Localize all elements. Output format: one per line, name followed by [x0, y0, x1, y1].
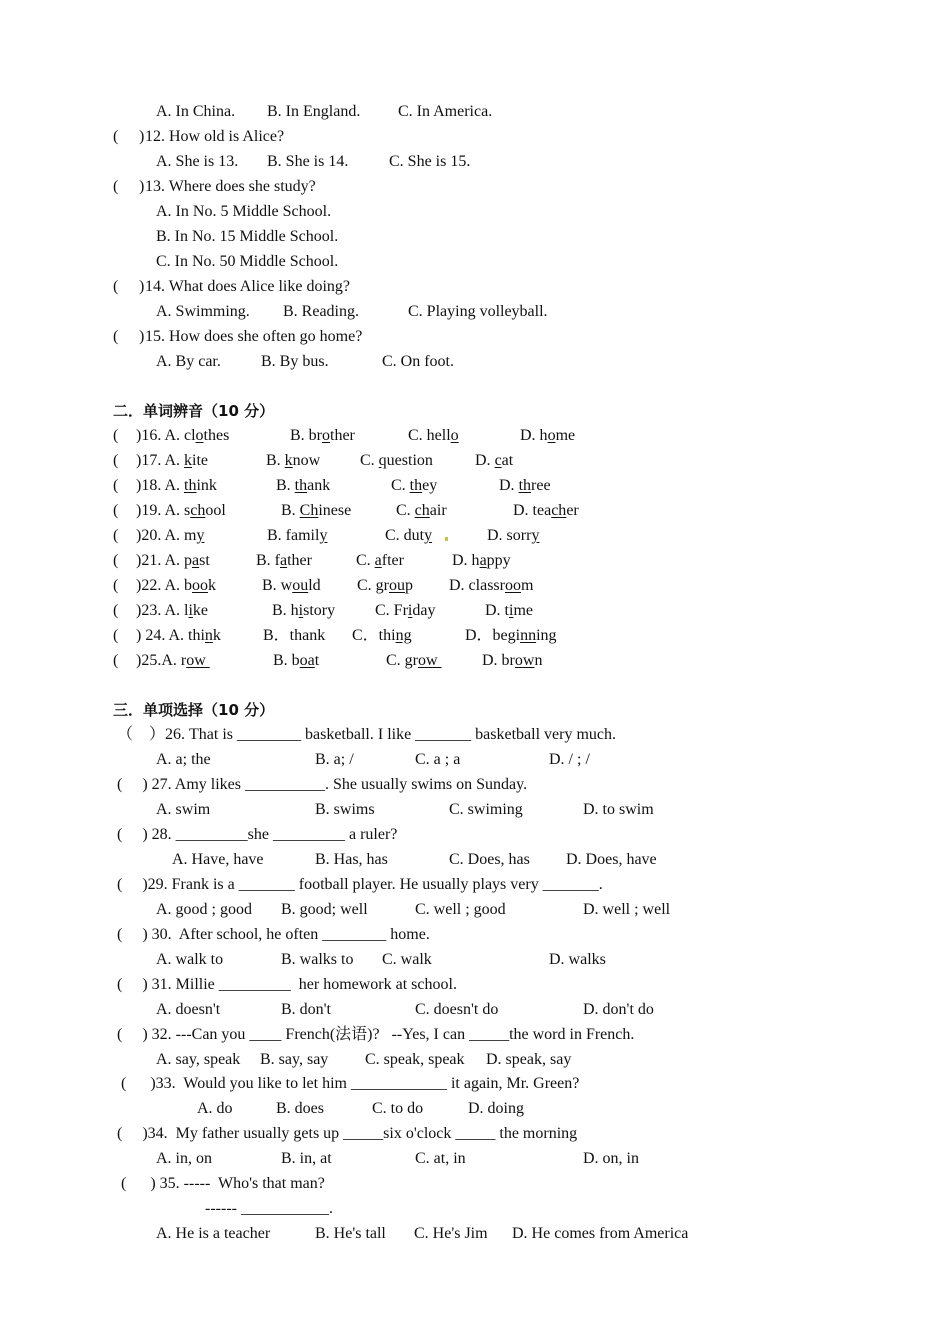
q28-option-a: A. Have, have	[172, 851, 264, 868]
phonics-number: )18. A.	[136, 477, 184, 494]
phonics-option-d: D. three	[499, 477, 551, 494]
q15-option-c: C. On foot.	[382, 353, 454, 370]
phonics-blank[interactable]: (	[113, 652, 119, 669]
phonics-option-a: kite	[184, 452, 208, 469]
q12-blank[interactable]: (	[113, 128, 119, 145]
q14-option-b: B. Reading.	[283, 303, 359, 320]
phonics-option-c: C. group	[357, 577, 413, 594]
phonics-option-d: D. brown	[482, 652, 543, 669]
q13-option-b: B. In No. 15 Middle School.	[156, 228, 339, 245]
phonics-option-b: B. thank	[276, 477, 331, 494]
phonics-option-d: D. time	[485, 602, 533, 619]
q32-option-b: B. say, say	[260, 1051, 329, 1068]
q15-question: 15. How does she often go home?	[145, 328, 363, 345]
q13-close: )	[139, 178, 145, 195]
phonics-blank[interactable]: (	[113, 502, 119, 519]
phonics-blank[interactable]: (	[113, 602, 119, 619]
phonics-option-d: D．beginning	[465, 627, 557, 644]
q12-question: 12. How old is Alice?	[145, 128, 285, 145]
q30-option-c: C. walk	[382, 951, 432, 968]
q13-option-a: A. In No. 5 Middle School.	[156, 203, 332, 220]
q32-option-d: D. speak, say	[486, 1051, 572, 1068]
phonics-number: )17. A.	[136, 452, 184, 469]
q28-option-d: D. Does, have	[566, 851, 657, 868]
phonics-number: )21. A.	[136, 552, 184, 569]
phonics-number: )25.A.	[136, 652, 181, 669]
phonics-blank[interactable]: (	[113, 427, 119, 444]
q29-option-c: C. well ; good	[415, 901, 506, 918]
q35-option-a: A. He is a teacher	[156, 1225, 271, 1242]
q35-stem: ( ) 35. ----- Who's that man?	[121, 1175, 325, 1192]
q12-close: )	[139, 128, 145, 145]
q29-stem: ( )29. Frank is a _______ football player. He usually plays very _______.	[117, 876, 603, 893]
phonics-number: )22. A.	[136, 577, 184, 594]
q32-stem: ( ) 32. ---Can you ____ French(法语)? --Yes, I can _____the word in French.	[117, 1026, 635, 1043]
q30-option-b: B. walks to	[281, 951, 354, 968]
q34-option-c: C. at, in	[415, 1150, 466, 1167]
phonics-option-b: B. would	[262, 577, 321, 594]
q26-option-b: B. a; /	[315, 751, 354, 768]
phonics-blank[interactable]: (	[113, 577, 119, 594]
q12-option-a: A. She is 13.	[156, 153, 239, 170]
phonics-option-a: my	[184, 527, 205, 544]
q27-option-d: D. to swim	[583, 801, 654, 818]
q29-option-d: D. well ; well	[583, 901, 671, 918]
phonics-option-b: B. family	[267, 527, 328, 544]
phonics-option-a: school	[184, 502, 226, 519]
q35-answer-line: ------ ___________.	[205, 1200, 333, 1217]
phonics-blank[interactable]: (	[113, 477, 119, 494]
phonics-blank[interactable]: (	[113, 627, 119, 644]
q27-option-b: B. swims	[315, 801, 375, 818]
phonics-option-b: B. know	[266, 452, 321, 469]
stray-mark	[445, 537, 448, 541]
phonics-number: )16. A.	[136, 427, 184, 444]
q29-option-b: B. good; well	[281, 901, 368, 918]
q31-option-b: B. don't	[281, 1001, 331, 1018]
phonics-option-c: C. chair	[396, 502, 447, 519]
q30-option-d: D. walks	[549, 951, 606, 968]
phonics-option-c: C. question	[360, 452, 433, 469]
section2-heading: 二．单词辨音（10 分）	[113, 402, 275, 420]
phonics-option-d: D. cat	[475, 452, 514, 469]
q28-stem: ( ) 28. _________she _________ a ruler?	[117, 826, 398, 843]
phonics-option-a: like	[184, 602, 209, 619]
q27-option-a: A. swim	[156, 801, 211, 818]
phonics-option-a: think	[188, 627, 221, 644]
phonics-blank[interactable]: (	[113, 452, 119, 469]
q28-option-c: C. Does, has	[449, 851, 530, 868]
q15-option-a: A. By car.	[156, 353, 221, 370]
q33-stem: ( )33. Would you like to let him ____________ it again, Mr. Green?	[121, 1075, 580, 1092]
phonics-option-a: row	[180, 652, 210, 669]
phonics-option-a: clothes	[184, 427, 230, 444]
q26-option-d: D. / ; /	[549, 751, 590, 768]
phonics-option-d: D. happy	[452, 552, 511, 569]
q12-option-b: B. She is 14.	[267, 153, 349, 170]
phonics-option-c: C. grow	[386, 652, 442, 669]
phonics-option-b: B. boat	[273, 652, 320, 669]
phonics-option-c: C. they	[391, 477, 438, 494]
q15-option-b: B. By bus.	[261, 353, 329, 370]
q15-close: )	[139, 328, 145, 345]
q34-option-d: D. on, in	[583, 1150, 639, 1167]
q13-option-c: C. In No. 50 Middle School.	[156, 253, 339, 270]
phonics-option-c: C. Friday	[375, 602, 436, 619]
q14-close: )	[139, 278, 145, 295]
phonics-option-a: past	[184, 552, 210, 569]
q14-question: 14. What does Alice like doing?	[145, 278, 350, 295]
q34-stem: ( )34. My father usually gets up _____six o'clock _____ the morning	[117, 1125, 578, 1142]
section3-heading: 三．单项选择（10 分）	[113, 701, 275, 719]
phonics-option-b: B．thank	[263, 627, 326, 644]
phonics-option-d: D. teacher	[513, 502, 579, 519]
q14-option-a: A. Swimming.	[156, 303, 250, 320]
phonics-option-c: C. duty	[385, 527, 433, 544]
q33-option-a: A. do	[197, 1100, 233, 1117]
q28-option-b: B. Has, has	[315, 851, 388, 868]
phonics-option-b: B. father	[256, 552, 312, 569]
phonics-number: ) 24. A.	[136, 627, 188, 644]
q14-blank[interactable]: (	[113, 278, 119, 295]
phonics-number: )23. A.	[136, 602, 184, 619]
q15-blank[interactable]: (	[113, 328, 119, 345]
q27-option-c: C. swiming	[449, 801, 523, 818]
q11-option-b: B. In England.	[267, 103, 361, 120]
q26-option-c: C. a ; a	[415, 751, 461, 768]
q11-option-a: A. In China.	[156, 103, 236, 120]
q35-option-b: B. He's tall	[315, 1225, 386, 1242]
q14-option-c: C. Playing volleyball.	[408, 303, 548, 320]
q11-option-c: C. In America.	[398, 103, 493, 120]
q34-option-a: A. in, on	[156, 1150, 212, 1167]
phonics-number: )20. A.	[136, 527, 184, 544]
q12-option-c: C. She is 15.	[389, 153, 471, 170]
phonics-option-c: C. after	[356, 552, 404, 569]
q13-blank[interactable]: (	[113, 178, 119, 195]
q32-option-a: A. say, speak	[156, 1051, 241, 1068]
q31-option-c: C. doesn't do	[415, 1001, 499, 1018]
q30-stem: ( ) 30. After school, he often ________ home.	[117, 926, 430, 943]
q32-option-c: C. speak, speak	[365, 1051, 465, 1068]
phonics-option-a: think	[184, 477, 217, 494]
q13-question: 13. Where does she study?	[145, 178, 316, 195]
q31-option-d: D. don't do	[583, 1001, 654, 1018]
q33-option-c: C. to do	[372, 1100, 424, 1117]
phonics-option-b: B. brother	[290, 427, 355, 444]
phonics-option-a: book	[184, 577, 216, 594]
q33-option-d: D. doing	[468, 1100, 524, 1117]
q33-option-b: B. does	[276, 1100, 324, 1117]
q35-option-d: D. He comes from America	[512, 1225, 689, 1242]
phonics-option-c: C．thing	[352, 627, 412, 644]
q30-option-a: A. walk to	[156, 951, 224, 968]
q35-option-c: C. He's Jim	[414, 1225, 488, 1242]
phonics-option-c: C. hello	[408, 427, 459, 444]
phonics-option-d: D. sorry	[487, 527, 540, 544]
phonics-number: )19. A.	[136, 502, 184, 519]
q31-option-a: A. doesn't	[156, 1001, 221, 1018]
q29-option-a: A. good ; good	[156, 901, 252, 918]
phonics-option-b: B. history	[272, 602, 336, 619]
q26-stem: （ ）26. That is ________ basketball. I like _______ basketball very much.	[117, 726, 617, 743]
q34-option-b: B. in, at	[281, 1150, 332, 1167]
q26-option-a: A. a; the	[156, 751, 211, 768]
phonics-option-d: D. home	[520, 427, 576, 444]
phonics-blank[interactable]: (	[113, 552, 119, 569]
phonics-option-b: B. Chinese	[281, 502, 352, 519]
phonics-option-d: D. classroom	[449, 577, 534, 594]
q27-stem: ( ) 27. Amy likes __________. She usually swims on Sunday.	[117, 776, 528, 793]
phonics-blank[interactable]: (	[113, 527, 119, 544]
q31-stem: ( ) 31. Millie _________ her homework at school.	[117, 976, 457, 993]
